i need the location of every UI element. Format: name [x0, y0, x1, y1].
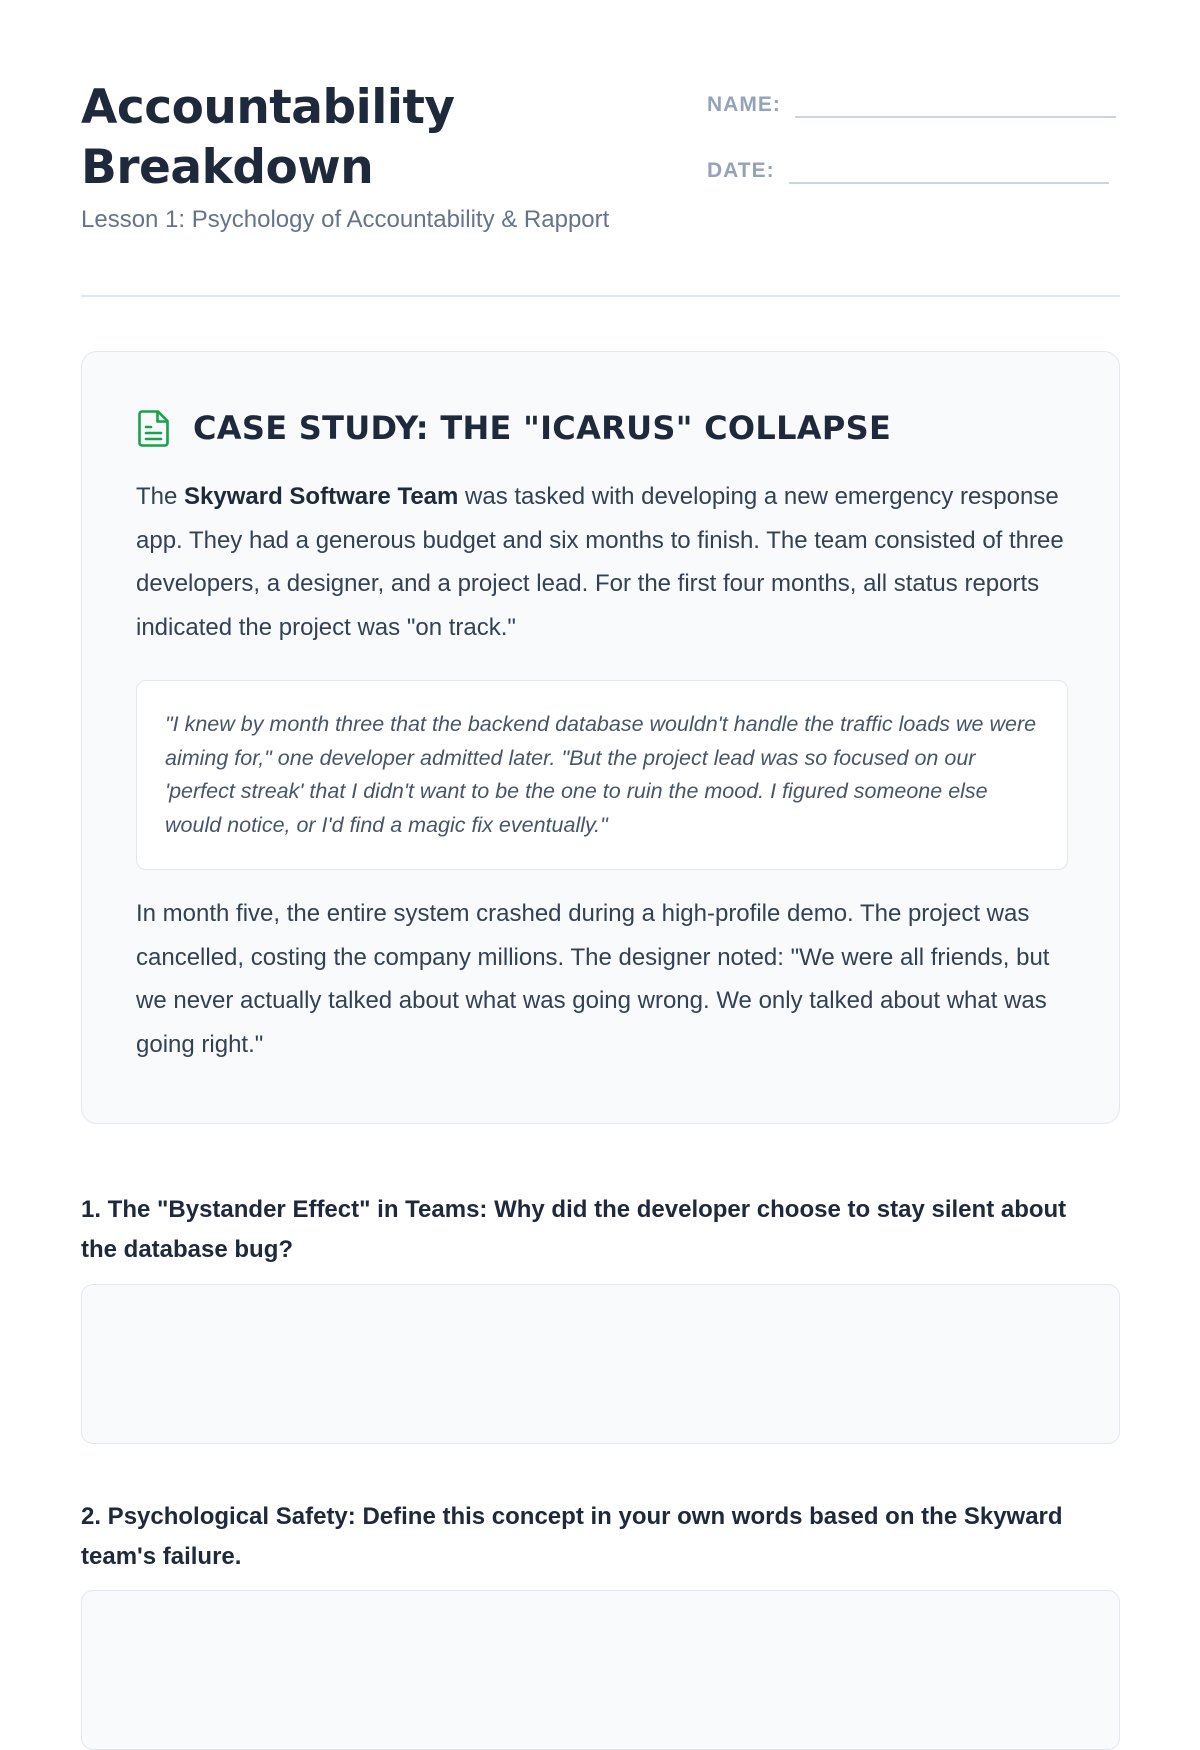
name-line[interactable]	[795, 115, 1116, 118]
case-study-title: CASE STUDY: THE "ICARUS" COLLAPSE	[193, 409, 892, 447]
p1-prefix: The	[136, 483, 185, 510]
date-line[interactable]	[789, 181, 1109, 184]
team-name: Skyward Software Team	[184, 483, 459, 510]
case-study-card	[81, 351, 1120, 1124]
worksheet-header	[81, 0, 1120, 297]
date-field	[707, 158, 1109, 184]
quote-text: "I knew by month three that the backend database wouldn't handle the traffic loads we were aiming for," one developer admitted later. "But the project lead was so focused on our 'perfect streak' that I didn't want to be the one to ruin the mood. I figured someone else would notice, or I'd find a magic fix eventually."	[165, 712, 1037, 837]
question-1: 1. The "Bystander Effect" in Teams: Why did the developer choose to stay silent about the database bug?	[81, 1196, 1067, 1263]
document-icon	[137, 409, 171, 447]
case-study-heading	[137, 408, 891, 448]
answer-box-1[interactable]	[81, 1284, 1120, 1444]
worksheet-page	[81, 0, 1120, 1570]
name-label: NAME:	[707, 93, 781, 116]
case-study-paragraph-1	[136, 475, 1076, 649]
answer-box-2[interactable]	[81, 1590, 1120, 1750]
question-2: 2. Psychological Safety: Define this concept in your own words based on the Skyward team's failure.	[81, 1503, 1063, 1570]
developer-quote	[136, 680, 1068, 870]
name-field	[707, 92, 1116, 118]
lesson-subtitle: Lesson 1: Psychology of Accountability & Rapport	[81, 206, 610, 233]
date-label: DATE:	[707, 159, 775, 182]
page-title: Accountability Breakdown	[81, 80, 455, 195]
case-study-paragraph-2: In month five, the entire system crashed during a high-profile demo. The project was cancelled, costing the company millions. The designer noted: "We were all friends, but we never actually talked about what was going wrong. We only talked about what was going right."	[136, 900, 1050, 1058]
p1-rest: was tasked with developing a new emergency response app. They had a generous budget and six months to finish. The team consisted of three developers, a designer, and a project lead. For the first four months, all status reports indicated the project was "on track."	[136, 483, 1064, 641]
